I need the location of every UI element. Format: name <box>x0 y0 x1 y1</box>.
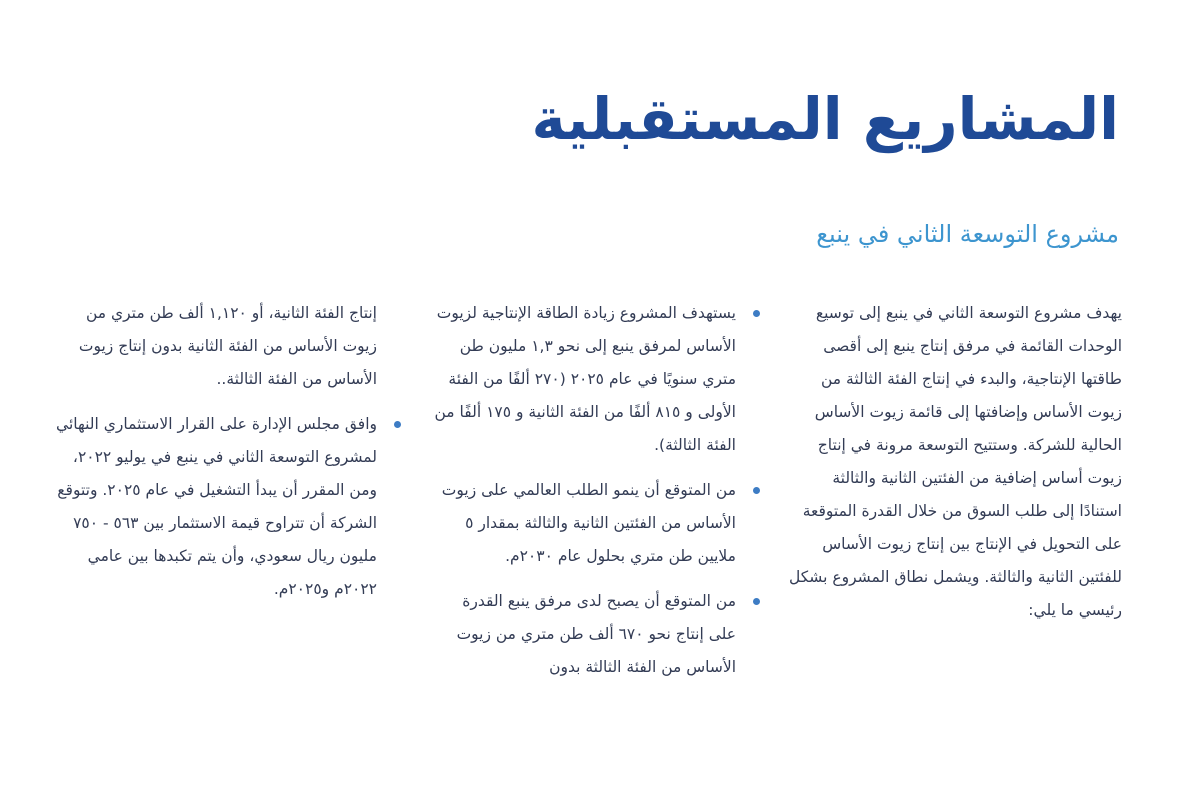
bullet-icon <box>753 487 760 494</box>
bullet-icon <box>394 421 401 428</box>
list-item <box>431 297 736 462</box>
column-bullets <box>431 297 736 696</box>
bullet-text: يستهدف المشروع زيادة الطاقة الإنتاجية لزيوت الأساس لمرفق ينبع إلى نحو ١,٣ مليون طن متري سنويًا في عام ٢٠٢٥ (٢٧٠ ألفًا من الفئة الأولى و ٨١٥ ألفًا من الفئة الثانية و ١٧٥ ألفًا من الفئة الثالثة). <box>434 304 736 454</box>
list-item <box>431 585 736 684</box>
bullet-icon <box>753 310 760 317</box>
bullet-text: من المتوقع أن يصبح لدى مرفق ينبع القدرة على إنتاج نحو ٦٧٠ ألف طن متري من زيوت الأساس من الفئة الثالثة بدون <box>456 592 736 676</box>
intro-paragraph: يهدف مشروع التوسعة الثاني في ينبع إلى توسيع الوحدات القائمة في مرفق إنتاج ينبع إلى أقصى طاقتها الإنتاجية، والبدء في إنتاج الفئة الثالثة من زيوت الأساس وإضافتها إلى قائمة زيوت الأساس الحالية للشركة. وستتيح التوسعة مرونة في إنتاج زيوت أساس إضافية من الفئتين الثانية والثالثة استنادًا إلى طلب السوق من خلال القدرة المتوقعة على التحويل في الإنتاج بين إنتاج زيوت الأساس للفئتين الثانية والثالثة. ويشمل نطاق المشروع بشكل رئيسي ما يلي: <box>788 304 1122 619</box>
bullet-text: من المتوقع أن ينمو الطلب العالمي على زيوت الأساس من الفئتين الثانية والثالثة بمقدار ٥ ملايين طن متري بحلول عام ٢٠٣٠م. <box>441 481 736 565</box>
page-title: المشاريع المستقبلية <box>531 85 1119 153</box>
continuation-paragraph: إنتاج الفئة الثانية، أو ١,١٢٠ ألف طن متري من زيوت الأساس من الفئة الثانية بدون إنتاج زيوت الأساس من الفئة الثالثة.. <box>78 304 377 388</box>
column-intro <box>788 297 1122 627</box>
list-item <box>47 408 377 606</box>
list-item <box>431 474 736 573</box>
section-subtitle: مشروع التوسعة الثاني في ينبع <box>816 220 1119 248</box>
bullet-icon <box>753 598 760 605</box>
column-continuation <box>47 297 377 618</box>
bullet-list <box>431 297 736 684</box>
bullet-list <box>47 408 377 606</box>
bullet-text: وافق مجلس الإدارة على القرار الاستثماري النهائي لمشروع التوسعة الثاني في ينبع في يوليو ٢٠٢٢، ومن المقرر أن يبدأ التشغيل في عام ٢٠٢٥. وتتوقع الشركة أن تتراوح قيمة الاستثمار بين ٥٦٣ - ٧٥٠ مليون ريال سعودي، وأن يتم تكبدها بين عامي ٢٠٢٢م و٢٠٢٥م. <box>56 415 377 598</box>
